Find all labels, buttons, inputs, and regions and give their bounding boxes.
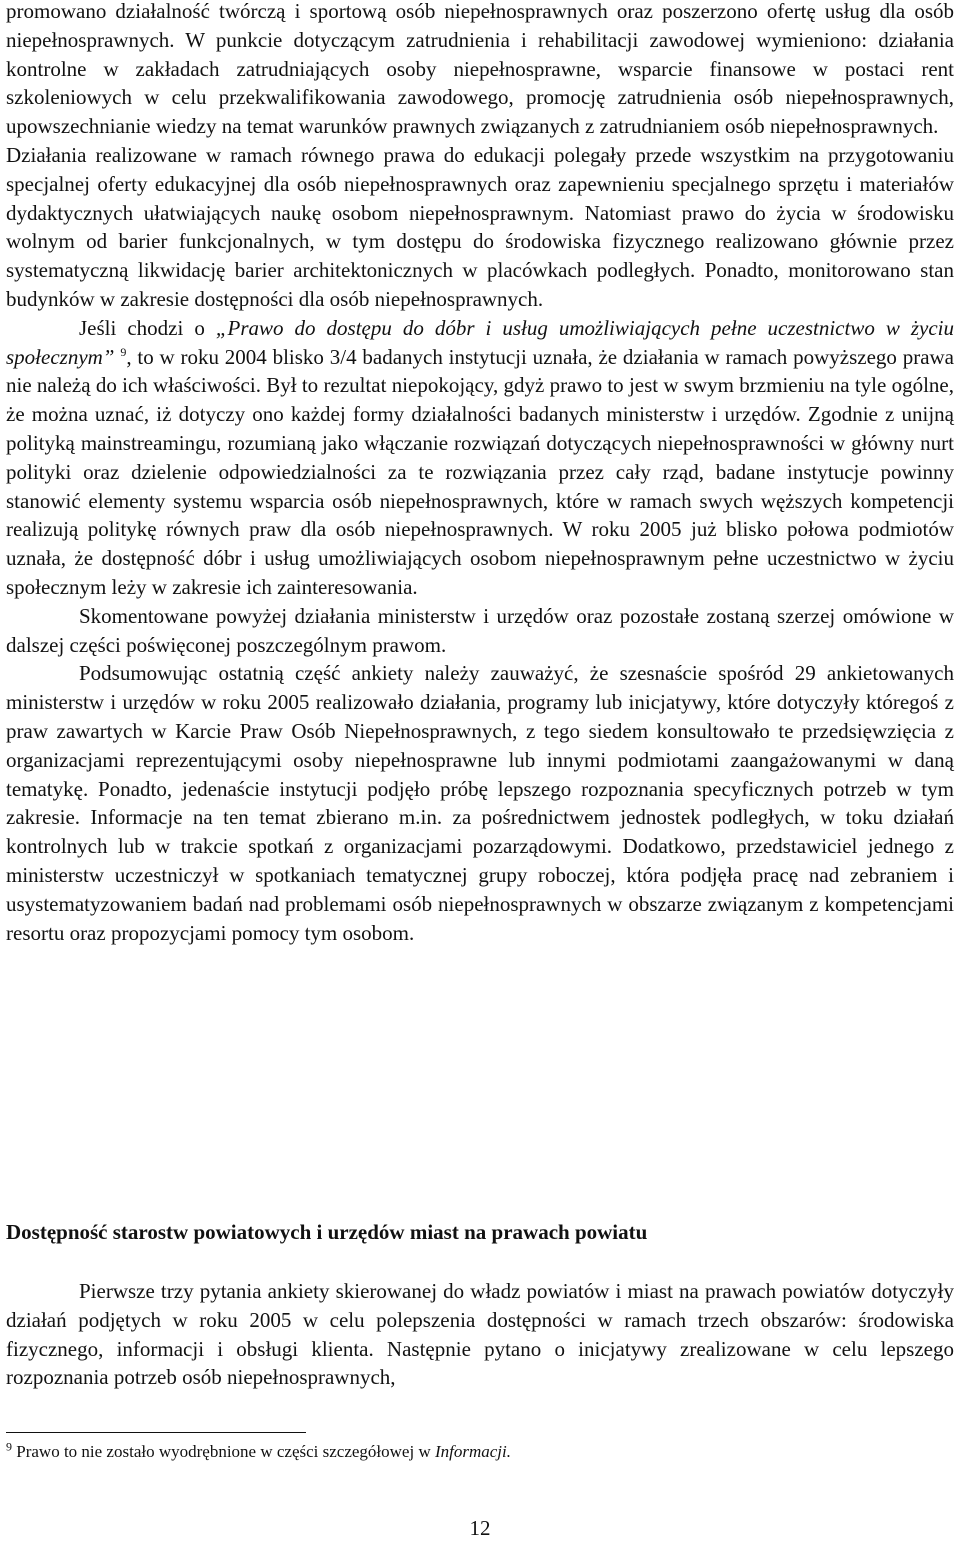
footnote <box>6 1440 511 1464</box>
paragraph-education-rights: Działania realizowane w ramach równego prawa do edukacji polegały przede wszystkim na przygotowaniu specjalnej oferty edukacyjnej dla osób niepełnosprawnych oraz zapewnieniu specjalnego sprzętu i materiałów dydaktycznych ułatwiających naukę osobom niepełnosprawnym. Natomiast prawo do życia w środowisku wolnym od barier funkcjonalnych, w tym dostępu do środowiska fizycznego realizowano głównie przez systematyczną likwidację barier architektonicznych w placówkach podległych. Ponadto, monitorowano stan budynków w zakresie dostępności dla osób niepełnosprawnych. <box>6 142 954 311</box>
paragraph-survey-questions: Pierwsze trzy pytania ankiety skierowanej do władz powiatów i miast na prawach powiatów dotyczyły działań podjętych w roku 2005 w celu polepszenia dostępności w ramach trzech obszarów: środowiska fizycznego, informacji i obsługi klienta. Następnie pytano o inicjatywy zrealizowane w celu lepszego rozpoznania potrzeb osób niepełnosprawnych, <box>6 1279 954 1390</box>
paragraph-commented-actions: Skomentowane powyżej działania ministerstw i urzędów oraz pozostałe zostaną szerzej omówione w dalszej części poświęconej poszczególnym prawom. <box>6 603 954 657</box>
paragraph-body: , to w roku 2004 blisko 3/4 badanych instytucji uznała, że działania w ramach powyższego prawa nie należą do ich właściwości. Był to rezultat niepokojący, gdyż prawo to jest w swym brzmieniu na tyle ogólne, że można uznać, iż dotyczy ono każdej formy działalności badanych ministerstw i urzędów. Zgodnie z unijną polityką mainstreamingu, rozumianą jako włączanie rozwiązań dotyczących niepełnosprawności w główny nurt polityki oraz dzielenie odpowiedzialności za te rozwiązania przez cały rząd, badane instytucje powinny stanowić elementy systemu wsparcia osób niepełnosprawnych, które w ramach swych węższych kompetencji realizują politykę równych praw dla osób niepełnosprawnych. W roku 2005 już blisko połowa podmiotów uznała, że dostępność dóbr i usług umożliwiających osobom niepełnosprawnym pełne uczestnictwo w życiu społecznym leży w zakresie ich zainteresowania. <box>6 344 955 599</box>
page-number: 12 <box>469 1516 491 1540</box>
footnote-number: 9 <box>6 1439 12 1454</box>
body-text <box>6 0 954 947</box>
footnote-text: Prawo to nie zostało wyodrębnione w części szczegółowej w <box>16 1442 435 1461</box>
section-heading: Dostępność starostw powiatowych i urzędów miast na prawach powiatu <box>6 1220 648 1244</box>
paragraph-summary: Podsumowując ostatnią część ankiety należy zauważyć, że szesnaście spośród 29 ankietowanych ministerstw i urzędów w roku 2005 realizowało działania, programy lub inicjatywy, które dotyczyły któregoś z praw zawartych w Karcie Praw Osób Niepełnosprawnych, z tego siedem konsultowało te przedsięwzięcia z organizacjami reprezentującymi osoby niepełnosprawne lub innymi podmiotami zaangażowanymi w daną tematykę. Ponadto, jedenaście instytucji podjęło próbę lepszego rozpoznania specyficznych potrzeb w tym zakresie. Informacje na ten temat zbierano m.in. za pośrednictwem jednostek podległych, w toku działań kontrolnych lub w trakcie spotkań z organizacjami pozarządowymi. Dodatkowo, przedstawiciel jednego z ministerstw uczestniczył w spotkaniach tematycznej grupy roboczej, która podjęła pracę nad zebraniem i usystematyzowaniem badań nad problemami osób niepełnosprawnych w obszarze związanym z kompetencjami resortu oraz propozycjami pomocy tym osobom. <box>6 661 954 945</box>
document-page <box>6 0 955 1540</box>
paragraph-continuation: promowano działalność twórczą i sportową osób niepełnosprawnych oraz poszerzono ofertę usług dla osób niepełnosprawnych. W punkcie dotyczącym zatrudnienia i rehabilitacji zawodowej wymieniono: działania kontrolne w zakładach zatrudniających osoby niepełnosprawne, wsparcie finansowe w postaci rent szkoleniowych w celu przekwalifikowania zawodowego, promocję zatrudnienia osób niepełnosprawnych, upowszechnianie wiedzy na temat warunków prawnych związanych z zatrudnianiem osób niepełnosprawnych. <box>6 0 954 139</box>
section-body <box>6 1277 954 1392</box>
paragraph-lead: Jeśli chodzi o <box>79 315 216 340</box>
footnote-divider <box>6 1432 306 1433</box>
footnote-emphasis: Informacji. <box>434 1442 512 1461</box>
footnote-reference: 9 <box>120 344 127 359</box>
quoted-right-name: „Prawo do dostępu do dóbr i usług umożliwiających pełne uczestnictwo w życiu społecznym” <box>6 315 954 369</box>
paragraph-access-to-goods <box>6 314 954 602</box>
